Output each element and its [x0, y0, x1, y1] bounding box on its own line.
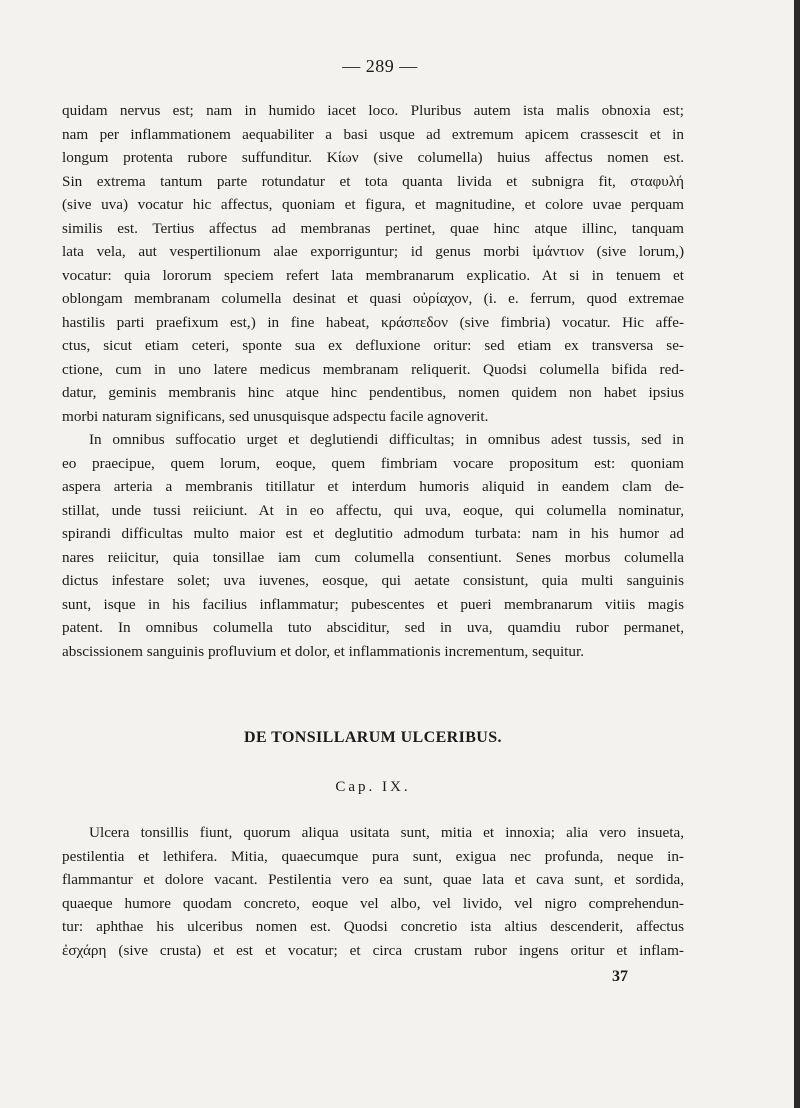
section-title: DE TONSILLARUM ULCERIBUS.: [244, 729, 502, 746]
text-line: Ulcera tonsillis fiunt, quorum aliqua usitata sunt, mitia et innoxia; alia vero insueta,: [89, 824, 684, 841]
text-line: lata vela, aut vespertilionum alae exporriguntur; id genus morbi ἱμάντιον (sive lorum,): [62, 243, 684, 260]
text-line: dictus infestare solet; uva iuvenes, eosque, qui aetate consistunt, quia multi sanguinis: [62, 572, 684, 589]
text-line: quidam nervus est; nam in humido iacet loco. Pluribus autem ista malis obnoxia est;: [62, 102, 684, 119]
text-line: spirandi difficultas multo maior est et deglutitio admodum turbata: nam in his humor ad: [62, 525, 684, 542]
text-line: vocatur: quia lororum speciem refert lata membranarum explicatio. At si in tenuem et: [62, 266, 684, 284]
text-line: Sin extrema tantum parte rotundatur et tota quanta livida et subnigra fit, σταφυλή: [62, 172, 684, 190]
text-line: aspera arteria a membranis titillatur et interdum humoris aliquid in eandem clam de-: [62, 478, 684, 495]
text-line: datur, geminis membranis hinc atque hinc pendentibus, nomen quidem non habet ipsius: [62, 384, 684, 401]
text-line: oblongam membranam columella desinat et quasi οὐρίαχον, (i. e. ferrum, quod extremae: [62, 290, 684, 307]
text-line: eo praecipue, quem lorum, eoque, quem fimbriam vocare propositum est: quoniam: [62, 454, 684, 472]
chapter-heading: Cap. IX.: [335, 779, 411, 795]
body-text-lower: [62, 821, 684, 962]
text-line: patent. In omnibus columella tuto absciditur, sed in uva, quamdiu rubor permanet,: [62, 619, 684, 636]
text-line: abscissionem sanguinis profluvium et dolor, et inflammationis incrementum, sequitur.: [62, 642, 585, 660]
body-text-upper: [62, 99, 684, 663]
text-line: pestilentia et lethifera. Mitia, quaecumque pura sunt, exigua nec profunda, neque in-: [62, 847, 684, 865]
text-line: stillat, unde tussi reiiciunt. At in eo affectu, qui uva, eoque, qui columella nominatur,: [62, 501, 684, 519]
text-line: sunt, isque in his facilius inflammatur; pubescentes et pueri membranarum vitiis magis: [62, 595, 684, 613]
text-line: morbi naturam significans, sed unusquisque adspectu facile agnoverit.: [62, 407, 489, 425]
text-line: In omnibus suffocatio urget et deglutiendi difficultas; in omnibus adest tussis, sed in: [89, 431, 684, 448]
signature-mark: 37: [612, 968, 628, 985]
text-line: quaeque humore quodam concreto, eoque vel albo, vel livido, vel nigro comprehendun-: [62, 894, 684, 912]
text-line: hastilis parti praefixum est,) in fine habeat, κράσπεδον (sive fimbria) vocatur. Hic affe-: [62, 313, 684, 331]
text-line: nares reiicitur, quia tonsillae iam cum columella consentiunt. Senes morbus columella: [62, 548, 684, 566]
text-line: similis est. Tertius affectus ad membranas pertinet, quae hinc atque illinc, tanquam: [62, 219, 684, 237]
text-line: longum protenta rubore suffunditur. Κίων (sive columella) huius affectus nomen est.: [62, 149, 684, 166]
text-line: tur: aphthae his ulceribus nomen est. Quodsi concretio ista altius descenderit, affectus: [62, 918, 684, 935]
text-line: ἐσχάρη (sive crusta) et est et vocatur; et circa crustam rubor ingens oritur et inflam-: [62, 941, 684, 959]
text-line: ctione, cum in uno latere medicus membranam reliquerit. Quodsi columella bifida red-: [62, 360, 684, 378]
scan-edge: [794, 0, 800, 1108]
text-line: (sive uva) vocatur hic affectus, quoniam et figura, et magnitudine, et colore uvae perquam: [62, 196, 684, 213]
text-line: nam per inflammationem aequabiliter a basi usque ad extremum apicem crassescit et in: [62, 125, 684, 143]
page-number: — 289 —: [342, 56, 418, 76]
text-line: flammantur et dolore vacant. Pestilentia vero ea sunt, quae lata et cava sunt, et sordida,: [62, 871, 684, 888]
text-line: ctus, sicut etiam ceteri, sponte sua ex defluxione oritur: sed etiam ex transversa se-: [62, 337, 684, 354]
